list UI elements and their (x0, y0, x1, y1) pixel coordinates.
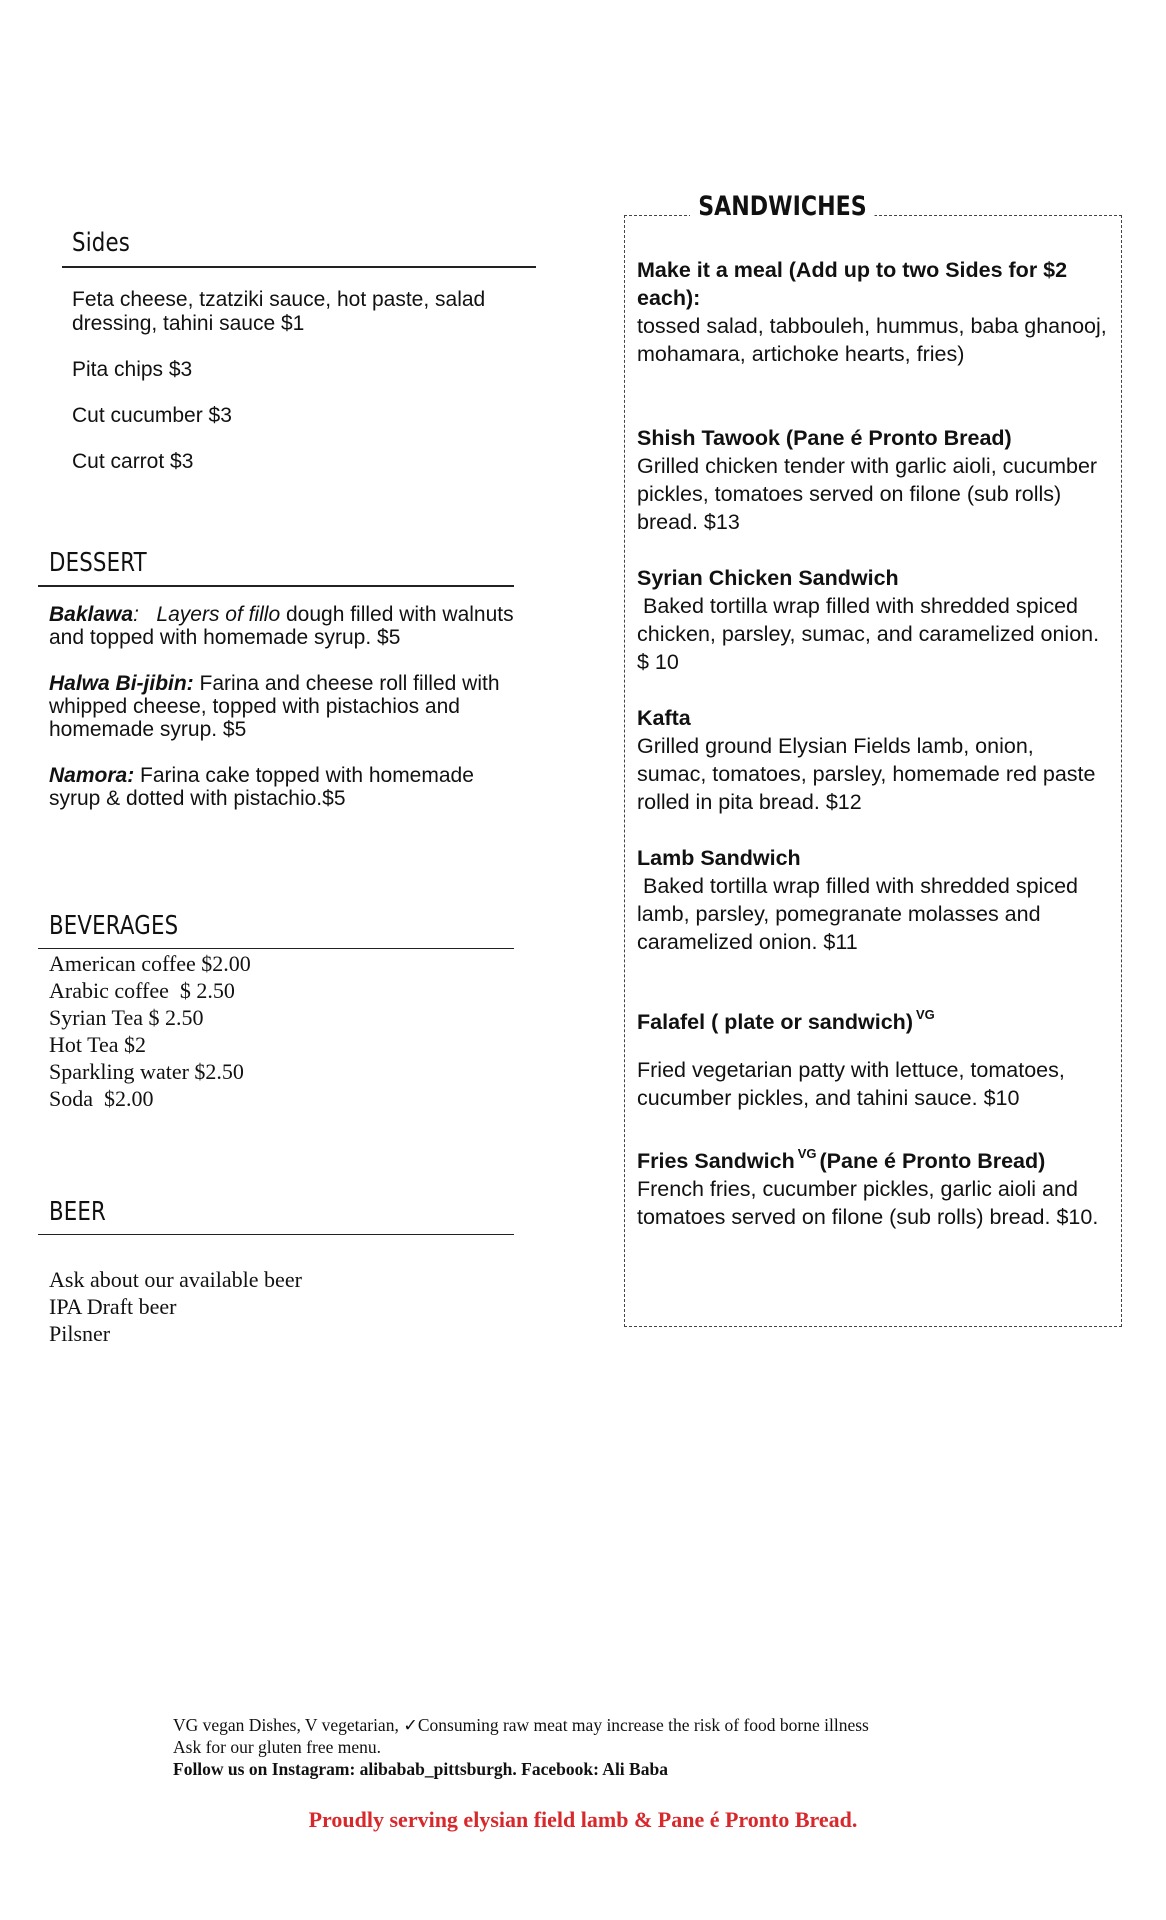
sides-item: Pita chips $3 (72, 358, 193, 381)
dessert-desc: Farina cake topped with homemade syrup & dotted with pistachio.$5 (49, 764, 474, 810)
dessert-divider (38, 585, 514, 587)
beverage-item: Soda $2.00 (49, 1086, 154, 1111)
dessert-italic-text: Layers of fillo (138, 603, 281, 626)
dessert-heading: DESSERT (49, 548, 147, 578)
beverage-item: Hot Tea $2 (49, 1032, 147, 1057)
dessert-sep: : (133, 603, 139, 626)
dessert-desc: Farina and cheese roll filled with whipped cheese, topped with pistachios and homemade syrup. $5 (49, 672, 500, 741)
sandwiches-heading: SANDWICHES (690, 191, 875, 222)
sandwich-desc: Fried vegetarian patty with lettuce, tomatoes, cucumber pickles, and tahini sauce. $10 (637, 1058, 1065, 1110)
dessert-name: Halwa Bi-jibin: (49, 672, 194, 695)
sandwich-name: Shish Tawook (Pane é Pronto Bread) (637, 426, 1012, 450)
vegan-tag: VG (915, 1007, 935, 1022)
sandwich-item (637, 1001, 1107, 1112)
dessert-name: Namora: (49, 764, 135, 787)
sandwich-name-line (637, 1001, 1107, 1036)
sandwich-name: Falafel ( plate or sandwich) (637, 1010, 913, 1034)
sandwich-name: Fries Sandwich (637, 1149, 795, 1173)
beverage-item: Arabic coffee $ 2.50 (49, 978, 235, 1003)
sandwich-name-line (637, 1140, 1107, 1175)
sandwich-item (637, 704, 1107, 816)
beverages-list (49, 950, 251, 1112)
beer-item: Ask about our available beer (49, 1267, 302, 1292)
vegan-tag: VG (797, 1146, 817, 1161)
sandwich-desc: Grilled chicken tender with garlic aioli, cucumber pickles, tomatoes served on filone (sub rolls) bread. $13 (637, 454, 1098, 534)
sides-item: Feta cheese, tzatziki sauce, hot paste, salad dressing, tahini sauce $1 (72, 288, 486, 335)
beverage-item: Sparkling water $2.50 (49, 1059, 244, 1084)
dessert-item (49, 672, 529, 741)
sandwich-name: Kafta (637, 706, 691, 730)
beer-list (49, 1266, 302, 1347)
sandwich-desc: French fries, cucumber pickles, garlic aioli and tomatoes served on filone (sub rolls) bread. $10. (637, 1177, 1099, 1229)
sandwich-name: Lamb Sandwich (637, 846, 801, 870)
sandwiches-list (637, 256, 1112, 1231)
dessert-desc: dough filled with walnuts and topped with homemade syrup. $5 (49, 603, 514, 649)
social-media-note: Follow us on Instagram: alibabab_pittsburgh. Facebook: Ali Baba (173, 1759, 668, 1779)
dietary-legend: VG vegan Dishes, V vegetarian, ✓Consuming raw meat may increase the risk of food borne illness (173, 1715, 869, 1735)
sandwich-item (637, 256, 1107, 368)
sandwich-item (637, 424, 1107, 536)
footer-notes (173, 1714, 1073, 1780)
beverages-heading: BEVERAGES (49, 911, 179, 941)
beer-divider (38, 1234, 514, 1235)
sandwich-item (637, 1140, 1107, 1231)
sandwich-item (637, 844, 1107, 956)
dessert-list (49, 603, 529, 833)
beverage-item: American coffee $2.00 (49, 951, 251, 976)
sandwich-desc: Baked tortilla wrap filled with shredded spiced lamb, parsley, pomegranate molasses and caramelized onion. $11 (637, 874, 1084, 954)
sides-divider (62, 266, 536, 268)
gluten-free-note: Ask for our gluten free menu. (173, 1737, 381, 1757)
sandwich-desc: Grilled ground Elysian Fields lamb, onion, sumac, tomatoes, parsley, homemade red paste rolled in pita bread. $12 (637, 734, 1096, 814)
beer-item: IPA Draft beer (49, 1294, 177, 1319)
dessert-name: Baklawa (49, 603, 134, 626)
dessert-item (49, 603, 529, 649)
sandwich-name: Syrian Chicken Sandwich (637, 566, 899, 590)
sandwich-item (637, 564, 1112, 676)
sides-item: Cut carrot $3 (72, 450, 194, 473)
sandwich-name: Make it a meal (Add up to two Sides for $2 each): (637, 258, 1068, 310)
beverages-divider (38, 948, 514, 949)
sandwich-desc: tossed salad, tabbouleh, hummus, baba ghanooj, mohamara, artichoke hearts, fries) (637, 314, 1107, 366)
sandwich-desc: Baked tortilla wrap filled with shredded spiced chicken, parsley, sumac, and caramelized onion. $ 10 (637, 594, 1112, 674)
sides-item: Cut cucumber $3 (72, 404, 232, 427)
beer-heading: BEER (49, 1197, 107, 1227)
beer-item: Pilsner (49, 1321, 111, 1346)
sides-list (72, 288, 532, 496)
beverage-item: Syrian Tea $ 2.50 (49, 1005, 204, 1030)
tagline: Proudly serving elysian field lamb & Pane é Pronto Bread. (308, 1807, 858, 1832)
dessert-item (49, 764, 529, 810)
sandwich-name-suffix: (Pane é Pronto Bread) (819, 1149, 1046, 1173)
sides-heading: Sides (72, 228, 131, 258)
